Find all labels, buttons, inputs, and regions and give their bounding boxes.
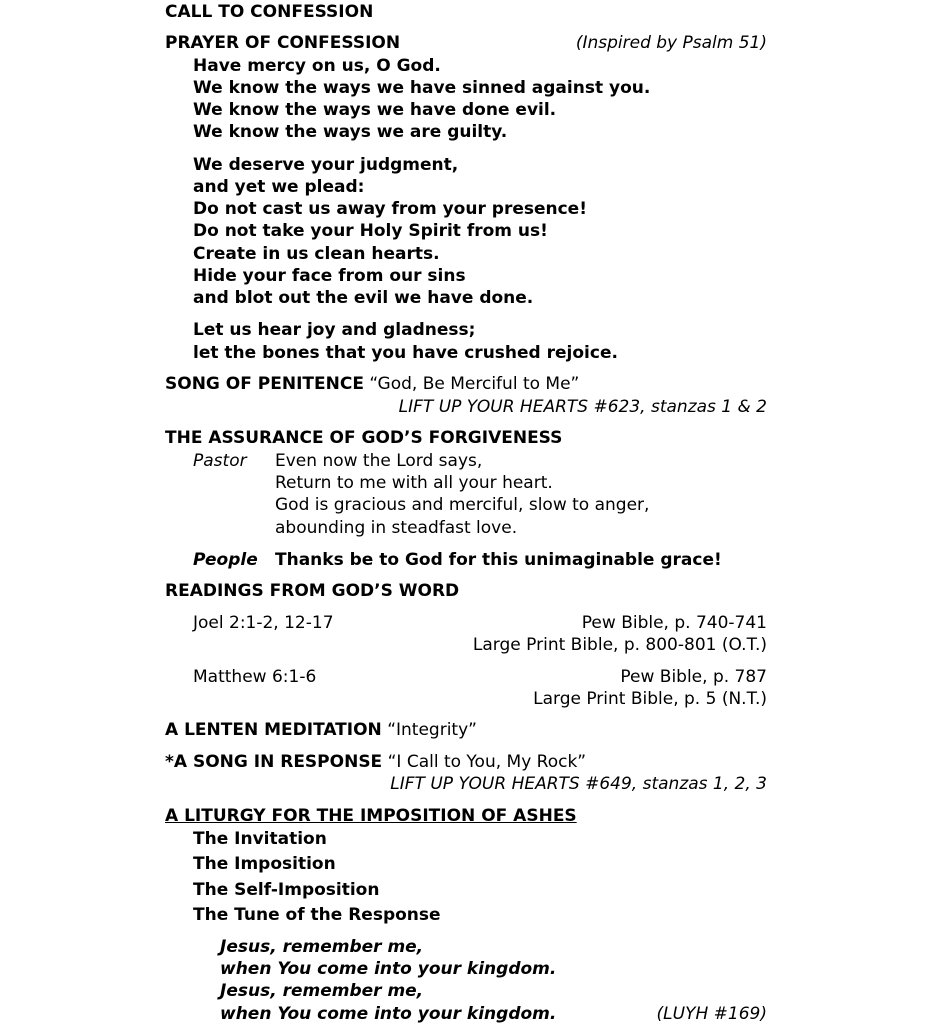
ashes-part: The Invitation (193, 829, 327, 849)
prayer-of-confession-heading: PRAYER OF CONFESSION (165, 33, 401, 53)
prayer-line: Hide your face from our sins (193, 266, 466, 286)
pastor-line: abounding in steadfast love. (275, 518, 518, 538)
prayer-line: We know the ways we have done evil. (193, 100, 557, 120)
prayer-line: Create in us clean hearts. (193, 244, 440, 264)
response-line: Jesus, remember me, (220, 981, 424, 1001)
prayer-line: Do not take your Holy Spirit from us! (193, 221, 548, 241)
people-line: Thanks be to God for this unimaginable grace! (275, 550, 722, 570)
response-line: when You come into your kingdom. (220, 1004, 557, 1024)
ashes-part: The Imposition (193, 854, 336, 874)
ashes-heading: A LITURGY FOR THE IMPOSITION OF ASHES (165, 806, 577, 826)
people-label: People (193, 550, 258, 570)
meditation-title: “Integrity” (387, 720, 477, 740)
reading-pew: Pew Bible, p. 740-741 (581, 613, 767, 633)
prayer-line: and yet we plead: (193, 177, 365, 197)
song-response-heading: *A SONG IN RESPONSE (165, 752, 383, 772)
song-response-reference: LIFT UP YOUR HEARTS #649, stanzas 1, 2, 3 (390, 774, 767, 794)
pastor-line: Even now the Lord says, (275, 451, 483, 471)
prayer-line: and blot out the evil we have done. (193, 288, 534, 308)
call-to-confession-heading: CALL TO CONFESSION (165, 2, 374, 22)
reading-passage: Joel 2:1-2, 12-17 (193, 613, 334, 633)
pastor-line: Return to me with all your heart. (275, 473, 553, 493)
prayer-line: Do not cast us away from your presence! (193, 199, 587, 219)
reading-pew: Pew Bible, p. 787 (620, 667, 767, 687)
prayer-source: (Inspired by Psalm 51) (575, 33, 767, 53)
prayer-line: Have mercy on us, O God. (193, 56, 441, 76)
ashes-part: The Tune of the Response (193, 905, 441, 925)
song-of-penitence (165, 373, 579, 395)
meditation (165, 719, 477, 741)
response-reference: (LUYH #169) (656, 1004, 767, 1024)
reading-large-print: Large Print Bible, p. 5 (N.T.) (533, 689, 767, 709)
prayer-line: let the bones that you have crushed rejoice. (193, 343, 618, 363)
song-of-penitence-heading: SONG OF PENITENCE (165, 374, 364, 394)
readings-heading: READINGS FROM GOD’S WORD (165, 581, 460, 601)
pastor-line: God is gracious and merciful, slow to anger, (275, 495, 650, 515)
pastor-label: Pastor (193, 451, 247, 471)
prayer-line: We know the ways we are guilty. (193, 122, 508, 142)
song-response-title: “I Call to You, My Rock” (387, 752, 587, 772)
reading-large-print: Large Print Bible, p. 800-801 (O.T.) (472, 635, 767, 655)
song-of-penitence-title: “God, Be Merciful to Me” (369, 374, 580, 394)
ashes-part: The Self-Imposition (193, 880, 380, 900)
song-of-penitence-reference: LIFT UP YOUR HEARTS #623, stanzas 1 & 2 (398, 397, 767, 417)
prayer-line: Let us hear joy and gladness; (193, 320, 476, 340)
prayer-line: We know the ways we have sinned against you. (193, 78, 651, 98)
prayer-line: We deserve your judgment, (193, 155, 459, 175)
response-line: Jesus, remember me, (220, 937, 424, 957)
response-line: when You come into your kingdom. (220, 959, 557, 979)
assurance-heading: THE ASSURANCE OF GOD’S FORGIVENESS (165, 428, 563, 448)
reading-passage: Matthew 6:1-6 (193, 667, 317, 687)
meditation-heading: A LENTEN MEDITATION (165, 720, 382, 740)
song-response (165, 751, 586, 773)
